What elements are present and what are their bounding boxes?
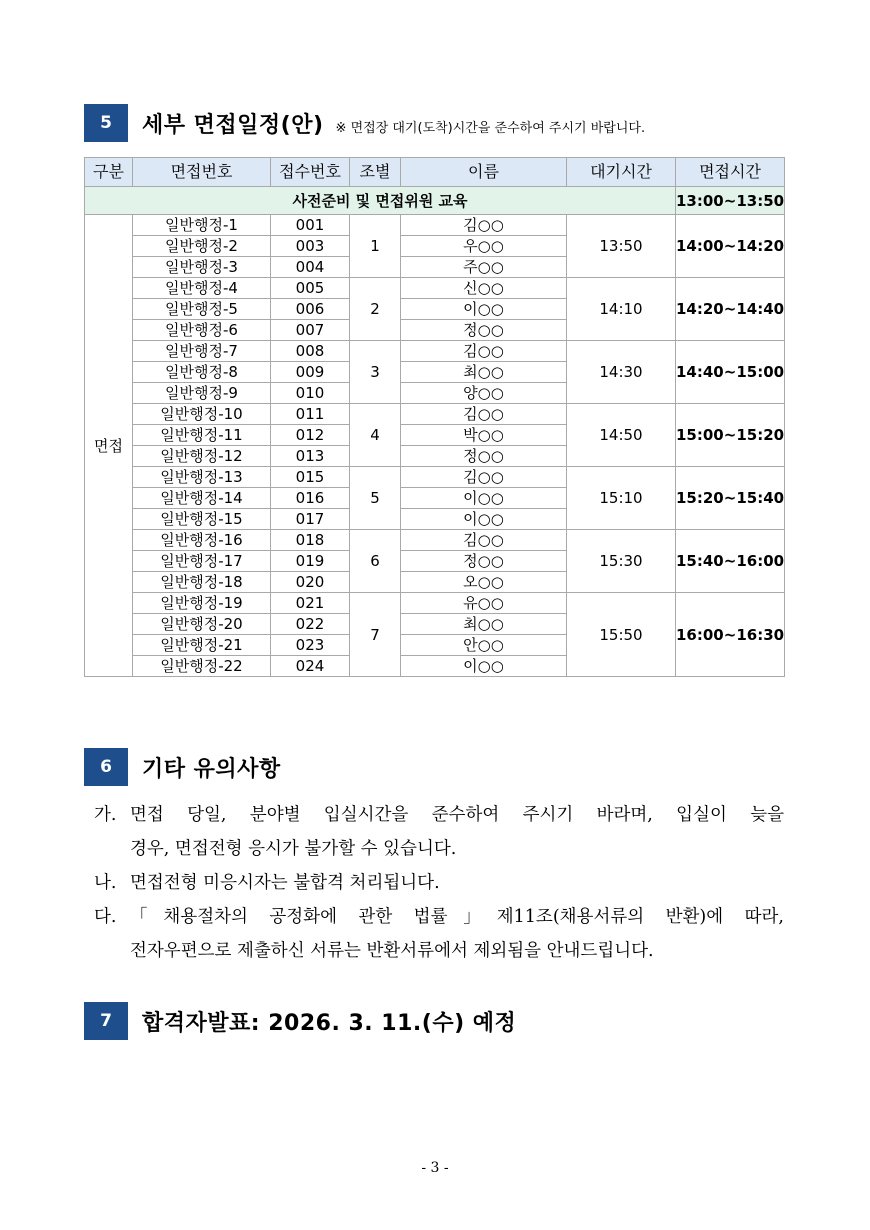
wait-time-cell: 13:50 (567, 215, 676, 278)
receipt-no-cell: 003 (271, 236, 350, 257)
name-cell: 안○○ (401, 635, 567, 656)
wait-time-cell: 14:10 (567, 278, 676, 341)
page-number: - 3 - (421, 1160, 449, 1176)
receipt-no-cell: 010 (271, 383, 350, 404)
section-7-number: 7 (84, 1002, 128, 1040)
interview-no-cell: 일반행정-13 (133, 467, 271, 488)
notice-marker: 가. (94, 805, 117, 825)
name-cell: 우○○ (401, 236, 567, 257)
interview-no-cell: 일반행정-16 (133, 530, 271, 551)
receipt-no-cell: 005 (271, 278, 350, 299)
education-label: 사전준비 및 면접위원 교육 (85, 187, 676, 215)
receipt-no-cell: 017 (271, 509, 350, 530)
interview-time-cell: 15:20~15:40 (676, 467, 785, 530)
receipt-no-cell: 020 (271, 572, 350, 593)
name-cell: 이○○ (401, 488, 567, 509)
col-header-interview-time: 면접시간 (676, 158, 785, 187)
group-cell: 3 (350, 341, 401, 404)
name-cell: 주○○ (401, 257, 567, 278)
interview-time-cell: 16:00~16:30 (676, 593, 785, 677)
name-cell: 정○○ (401, 446, 567, 467)
wait-time-cell: 15:30 (567, 530, 676, 593)
name-cell: 유○○ (401, 593, 567, 614)
receipt-no-cell: 013 (271, 446, 350, 467)
table-row (85, 530, 785, 551)
receipt-no-cell: 001 (271, 215, 350, 236)
group-cell: 1 (350, 215, 401, 278)
wait-time-cell: 15:50 (567, 593, 676, 677)
interview-no-cell: 일반행정-7 (133, 341, 271, 362)
receipt-no-cell: 008 (271, 341, 350, 362)
receipt-no-cell: 024 (271, 656, 350, 677)
group-cell: 5 (350, 467, 401, 530)
interview-time-cell: 14:00~14:20 (676, 215, 785, 278)
col-header-category: 구분 (85, 158, 133, 187)
notice-text: 면접 당일, 분야별 입실시간을 준수하여 주시기 바라며, 입실이 늦을 (130, 805, 784, 825)
interview-no-cell: 일반행정-3 (133, 257, 271, 278)
interview-no-cell: 일반행정-8 (133, 362, 271, 383)
name-cell: 최○○ (401, 614, 567, 635)
section-6-title: 기타 유의사항 (142, 756, 281, 782)
notice-text: 면접전형 미응시자는 불합격 처리됩니다. (130, 873, 440, 893)
name-cell: 이○○ (401, 509, 567, 530)
interview-schedule-table (84, 157, 785, 677)
table-row (85, 341, 785, 362)
col-header-group: 조별 (350, 158, 401, 187)
section-6-heading (84, 748, 281, 786)
interview-time-cell: 14:40~15:00 (676, 341, 785, 404)
wait-time-cell: 14:30 (567, 341, 676, 404)
interview-no-cell: 일반행정-9 (133, 383, 271, 404)
notice-text-continued: 전자우편으로 제출하신 서류는 반환서류에서 제외됨을 안내드립니다. (130, 941, 654, 961)
name-cell: 신○○ (401, 278, 567, 299)
group-cell: 6 (350, 530, 401, 593)
receipt-no-cell: 009 (271, 362, 350, 383)
receipt-no-cell: 016 (271, 488, 350, 509)
notice-marker: 나. (94, 873, 117, 893)
name-cell: 양○○ (401, 383, 567, 404)
name-cell: 김○○ (401, 404, 567, 425)
section-6-number: 6 (84, 748, 128, 786)
name-cell: 이○○ (401, 656, 567, 677)
receipt-no-cell: 011 (271, 404, 350, 425)
education-time: 13:00~13:50 (676, 187, 785, 215)
group-cell: 7 (350, 593, 401, 677)
col-header-receipt-no: 접수번호 (271, 158, 350, 187)
interview-time-cell: 14:20~14:40 (676, 278, 785, 341)
col-header-wait-time: 대기시간 (567, 158, 676, 187)
category-cell: 면접 (85, 215, 133, 677)
section-5-title: 세부 면접일정(안) (142, 112, 324, 138)
interview-no-cell: 일반행정-20 (133, 614, 271, 635)
interview-no-cell: 일반행정-17 (133, 551, 271, 572)
table-row (85, 467, 785, 488)
table-row (85, 404, 785, 425)
interview-no-cell: 일반행정-19 (133, 593, 271, 614)
notice-item (94, 798, 784, 832)
col-header-interview-no: 면접번호 (133, 158, 271, 187)
name-cell: 오○○ (401, 572, 567, 593)
section-7-title: 합격자발표: 2026. 3. 11.(수) 예정 (142, 1010, 517, 1036)
interview-no-cell: 일반행정-22 (133, 656, 271, 677)
col-header-name: 이름 (401, 158, 567, 187)
notice-text-continued: 경우, 면접전형 응시가 불가할 수 있습니다. (130, 839, 457, 859)
interview-no-cell: 일반행정-14 (133, 488, 271, 509)
receipt-no-cell: 007 (271, 320, 350, 341)
interview-no-cell: 일반행정-11 (133, 425, 271, 446)
name-cell: 김○○ (401, 530, 567, 551)
name-cell: 박○○ (401, 425, 567, 446)
interview-no-cell: 일반행정-2 (133, 236, 271, 257)
receipt-no-cell: 021 (271, 593, 350, 614)
notice-marker: 다. (94, 907, 117, 927)
name-cell: 이○○ (401, 299, 567, 320)
interview-no-cell: 일반행정-15 (133, 509, 271, 530)
interview-no-cell: 일반행정-10 (133, 404, 271, 425)
education-row (85, 187, 785, 215)
interview-time-cell: 15:40~16:00 (676, 530, 785, 593)
interview-no-cell: 일반행정-18 (133, 572, 271, 593)
table-row (85, 593, 785, 614)
notice-text: 「채용절차의 공정화에 관한 법률」제11조(채용서류의 반환)에 따라, (130, 907, 784, 927)
receipt-no-cell: 015 (271, 467, 350, 488)
interview-no-cell: 일반행정-5 (133, 299, 271, 320)
group-cell: 2 (350, 278, 401, 341)
notice-item (94, 866, 784, 900)
name-cell: 김○○ (401, 215, 567, 236)
interview-no-cell: 일반행정-4 (133, 278, 271, 299)
interview-no-cell: 일반행정-1 (133, 215, 271, 236)
interview-no-cell: 일반행정-12 (133, 446, 271, 467)
receipt-no-cell: 023 (271, 635, 350, 656)
receipt-no-cell: 004 (271, 257, 350, 278)
receipt-no-cell: 012 (271, 425, 350, 446)
table-header-row (85, 158, 785, 187)
group-cell: 4 (350, 404, 401, 467)
interview-no-cell: 일반행정-6 (133, 320, 271, 341)
name-cell: 정○○ (401, 320, 567, 341)
name-cell: 김○○ (401, 467, 567, 488)
section-5-heading (84, 104, 645, 142)
table-row (85, 215, 785, 236)
table-row (85, 278, 785, 299)
section-5-note: ※ 면접장 대기(도착)시간을 준수하여 주시기 바랍니다. (335, 120, 646, 136)
receipt-no-cell: 018 (271, 530, 350, 551)
interview-no-cell: 일반행정-21 (133, 635, 271, 656)
name-cell: 최○○ (401, 362, 567, 383)
notice-list (94, 798, 784, 968)
interview-time-cell: 15:00~15:20 (676, 404, 785, 467)
wait-time-cell: 14:50 (567, 404, 676, 467)
receipt-no-cell: 022 (271, 614, 350, 635)
name-cell: 김○○ (401, 341, 567, 362)
wait-time-cell: 15:10 (567, 467, 676, 530)
name-cell: 정○○ (401, 551, 567, 572)
section-7-heading (84, 1002, 516, 1040)
notice-item (94, 900, 784, 934)
section-5-number: 5 (84, 104, 128, 142)
receipt-no-cell: 006 (271, 299, 350, 320)
receipt-no-cell: 019 (271, 551, 350, 572)
